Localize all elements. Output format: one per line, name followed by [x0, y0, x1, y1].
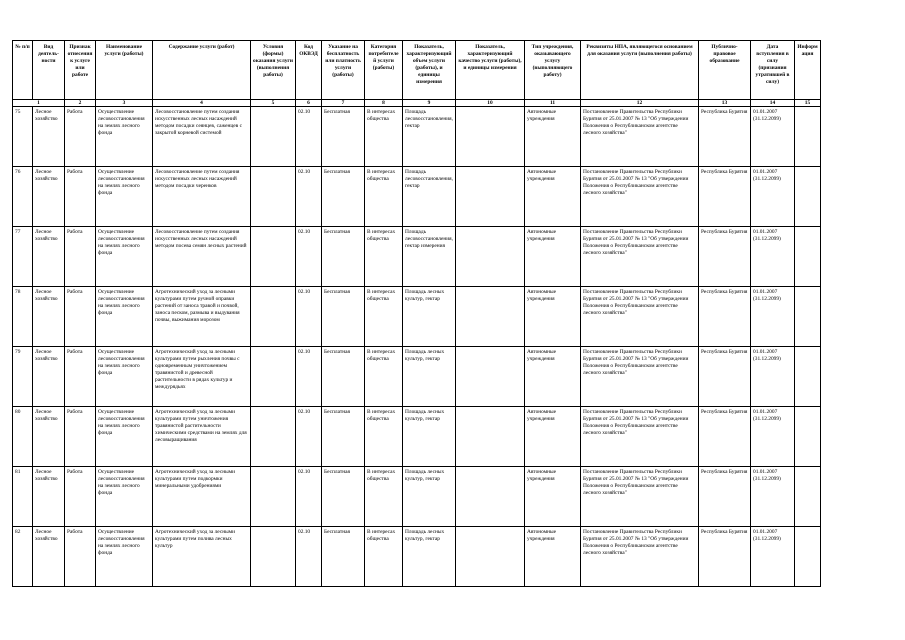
- content-cell: Лесовосстановление путем создания искусственных лесных насаждений методом посева семян лесных растений: [153, 227, 251, 287]
- conditions-cell: [251, 287, 296, 347]
- consumer-category-cell: В интересах общества: [365, 407, 403, 467]
- institution-type-cell: Автономные учреждения: [525, 287, 581, 347]
- activity-cell: Лесное хозяйство: [33, 107, 65, 167]
- column-header: Показатель, характеризующий объем услуги (работы), и единицы измерения: [403, 41, 456, 100]
- service-name-cell: Осуществление лесовосстановления на землях лесного фонда: [96, 407, 153, 467]
- activity-cell: Лесное хозяйство: [33, 347, 65, 407]
- column-header: Дата вступления в силу (признания утратившей в силу): [751, 41, 795, 100]
- column-number: 12: [581, 100, 699, 107]
- column-number: 2: [65, 100, 96, 107]
- row-number: 76: [13, 167, 33, 227]
- quality-indicator-cell: [456, 347, 525, 407]
- sign-cell: Работа: [65, 167, 96, 227]
- content-cell: Агротехнический уход за лесными культурами путем полива лесных культур: [153, 527, 251, 587]
- effective-date-cell: 01.01.2007 (31.12.2099): [751, 407, 795, 467]
- column-number: 4: [153, 100, 251, 107]
- conditions-cell: [251, 527, 296, 587]
- institution-type-cell: Автономные учреждения: [525, 227, 581, 287]
- effective-date-cell: 01.01.2007 (31.12.2099): [751, 167, 795, 227]
- okved-code-cell: 02.10: [296, 167, 322, 227]
- info-cell: [795, 407, 821, 467]
- column-number: 15: [795, 100, 821, 107]
- row-number: 79: [13, 347, 33, 407]
- okved-code-cell: 02.10: [296, 467, 322, 527]
- content-cell: Агротехнический уход за лесными культурами путем рыхления почвы с одновременным уничтожением травянистой и древесной растительности в рядах культур и междурядьях: [153, 347, 251, 407]
- column-header: Наименование услуги (работы): [96, 41, 153, 100]
- column-header: Признак отнесения к услуге или работе: [65, 41, 96, 100]
- row-number: 80: [13, 407, 33, 467]
- legal-act-cell: Постановление Правительства Республики Бурятия от 25.01.2007 № 13 "Об утверждении Положения о Республиканском агентстве лесного хозяйства": [581, 167, 699, 227]
- activity-cell: Лесное хозяйство: [33, 527, 65, 587]
- public-entity-cell: Республика Бурятия: [699, 347, 751, 407]
- table-row: [13, 347, 821, 407]
- service-name-cell: Осуществление лесовосстановления на землях лесного фонда: [96, 227, 153, 287]
- public-entity-cell: Республика Бурятия: [699, 287, 751, 347]
- consumer-category-cell: В интересах общества: [365, 227, 403, 287]
- conditions-cell: [251, 347, 296, 407]
- public-entity-cell: Республика Бурятия: [699, 527, 751, 587]
- column-number: 9: [403, 100, 456, 107]
- table-body: [13, 107, 821, 587]
- sign-cell: Работа: [65, 347, 96, 407]
- column-header: Содержание услуги (работ): [153, 41, 251, 100]
- public-entity-cell: Республика Бурятия: [699, 407, 751, 467]
- table-row: [13, 107, 821, 167]
- volume-indicator-cell: Площадь лесных культур, гектар: [403, 407, 456, 467]
- column-number: 10: [456, 100, 525, 107]
- institution-type-cell: Автономные учреждения: [525, 407, 581, 467]
- okved-code-cell: 02.10: [296, 107, 322, 167]
- payment-cell: Бесплатная: [322, 467, 365, 527]
- column-header: Реквизиты НПА, являющегося основанием для оказания услуги (выполнения работы): [581, 41, 699, 100]
- public-entity-cell: Республика Бурятия: [699, 167, 751, 227]
- okved-code-cell: 02.10: [296, 527, 322, 587]
- services-register-table: [12, 40, 821, 587]
- header-row: [13, 41, 821, 100]
- quality-indicator-cell: [456, 287, 525, 347]
- okved-code-cell: 02.10: [296, 347, 322, 407]
- conditions-cell: [251, 167, 296, 227]
- conditions-cell: [251, 107, 296, 167]
- legal-act-cell: Постановление Правительства Республики Бурятия от 25.01.2007 № 13 "Об утверждении Положения о Республиканском агентстве лесного хозяйства": [581, 227, 699, 287]
- payment-cell: Бесплатная: [322, 167, 365, 227]
- content-cell: Лесовосстановление путем создания искусственных лесных насаждений методом посадки сеянцев, саженцев с закрытой корневой системой: [153, 107, 251, 167]
- activity-cell: Лесное хозяйство: [33, 227, 65, 287]
- quality-indicator-cell: [456, 467, 525, 527]
- institution-type-cell: Автономные учреждения: [525, 527, 581, 587]
- service-name-cell: Осуществление лесовосстановления на землях лесного фонда: [96, 527, 153, 587]
- sign-cell: Работа: [65, 227, 96, 287]
- info-cell: [795, 167, 821, 227]
- consumer-category-cell: В интересах общества: [365, 527, 403, 587]
- row-number: 81: [13, 467, 33, 527]
- payment-cell: Бесплатная: [322, 407, 365, 467]
- effective-date-cell: 01.01.2007 (31.12.2099): [751, 107, 795, 167]
- column-number: 14: [751, 100, 795, 107]
- consumer-category-cell: В интересах общества: [365, 167, 403, 227]
- service-name-cell: Осуществление лесовосстановления на землях лесного фонда: [96, 467, 153, 527]
- volume-indicator-cell: Площадь лесных культур, гектар: [403, 287, 456, 347]
- effective-date-cell: 01.01.2007 (31.12.2099): [751, 347, 795, 407]
- column-number: 7: [322, 100, 365, 107]
- column-header: Публично-правовое образование: [699, 41, 751, 100]
- column-number-row: [13, 100, 821, 107]
- service-name-cell: Осуществление лесовосстановления на землях лесного фонда: [96, 287, 153, 347]
- row-number: 78: [13, 287, 33, 347]
- content-cell: Агротехнический уход за лесными культурами путем ручной оправки растений от заноса травой и почвой, заноса песком, размыва и выдувания почвы, выжимания морозом: [153, 287, 251, 347]
- public-entity-cell: Республика Бурятия: [699, 467, 751, 527]
- payment-cell: Бесплатная: [322, 287, 365, 347]
- content-cell: Агротехнический уход за лесными культурами путем уничтожения травянистой растительности химическими средствами на землях для лесовыращивания: [153, 407, 251, 467]
- sign-cell: Работа: [65, 407, 96, 467]
- table-row: [13, 407, 821, 467]
- column-header: Указание на бесплатность или платность услуги (работы): [322, 41, 365, 100]
- row-number: 82: [13, 527, 33, 587]
- legal-act-cell: Постановление Правительства Республики Бурятия от 25.01.2007 № 13 "Об утверждении Положения о Республиканском агентстве лесного хозяйства": [581, 107, 699, 167]
- column-number: 1: [13, 100, 65, 107]
- volume-indicator-cell: Площадь лесных культур, гектар: [403, 527, 456, 587]
- public-entity-cell: Республика Бурятия: [699, 227, 751, 287]
- activity-cell: Лесное хозяйство: [33, 407, 65, 467]
- info-cell: [795, 467, 821, 527]
- quality-indicator-cell: [456, 527, 525, 587]
- consumer-category-cell: В интересах общества: [365, 287, 403, 347]
- column-number: 11: [525, 100, 581, 107]
- okved-code-cell: 02.10: [296, 407, 322, 467]
- volume-indicator-cell: Площадь лесовосстановления, гектар: [403, 167, 456, 227]
- effective-date-cell: 01.01.2007 (31.12.2099): [751, 527, 795, 587]
- public-entity-cell: Республика Бурятия: [699, 107, 751, 167]
- institution-type-cell: Автономные учреждения: [525, 467, 581, 527]
- activity-cell: Лесное хозяйство: [33, 287, 65, 347]
- legal-act-cell: Постановление Правительства Республики Бурятия от 25.01.2007 № 13 "Об утверждении Положения о Республиканском агентстве лесного хозяйства": [581, 407, 699, 467]
- column-header: № п/п: [13, 41, 33, 100]
- info-cell: [795, 347, 821, 407]
- payment-cell: Бесплатная: [322, 527, 365, 587]
- effective-date-cell: 01.01.2007 (31.12.2099): [751, 227, 795, 287]
- volume-indicator-cell: Площадь лесных культур, гектар: [403, 467, 456, 527]
- activity-cell: Лесное хозяйство: [33, 167, 65, 227]
- column-number: 5: [251, 100, 296, 107]
- column-number: 8: [365, 100, 403, 107]
- services-register-page: [12, 40, 820, 587]
- sign-cell: Работа: [65, 107, 96, 167]
- quality-indicator-cell: [456, 107, 525, 167]
- okved-code-cell: 02.10: [296, 227, 322, 287]
- volume-indicator-cell: Площадь лесовосстановления, гектар: [403, 107, 456, 167]
- column-header: Тип учреждения, оказывающего услугу (выполняющего работу): [525, 41, 581, 100]
- column-number: 6: [296, 100, 322, 107]
- institution-type-cell: Автономные учреждения: [525, 167, 581, 227]
- column-header: Код ОКВЭД: [296, 41, 322, 100]
- sign-cell: Работа: [65, 287, 96, 347]
- effective-date-cell: 01.01.2007 (31.12.2099): [751, 287, 795, 347]
- info-cell: [795, 227, 821, 287]
- payment-cell: Бесплатная: [322, 227, 365, 287]
- column-header: Показатель, характеризующий качество услуги (работы), и единицы измерения: [456, 41, 525, 100]
- sign-cell: Работа: [65, 467, 96, 527]
- legal-act-cell: Постановление Правительства Республики Бурятия от 25.01.2007 № 13 "Об утверждении Положения о Республиканском агентстве лесного хозяйства": [581, 347, 699, 407]
- service-name-cell: Осуществление лесовосстановления на землях лесного фонда: [96, 107, 153, 167]
- volume-indicator-cell: Площадь лесных культур, гектар: [403, 347, 456, 407]
- institution-type-cell: Автономные учреждения: [525, 347, 581, 407]
- activity-cell: Лесное хозяйство: [33, 467, 65, 527]
- service-name-cell: Осуществление лесовосстановления на землях лесного фонда: [96, 347, 153, 407]
- legal-act-cell: Постановление Правительства Республики Бурятия от 25.01.2007 № 13 "Об утверждении Положения о Республиканском агентстве лесного хозяйства": [581, 287, 699, 347]
- service-name-cell: Осуществление лесовосстановления на землях лесного фонда: [96, 167, 153, 227]
- table-row: [13, 287, 821, 347]
- payment-cell: Бесплатная: [322, 347, 365, 407]
- consumer-category-cell: В интересах общества: [365, 347, 403, 407]
- payment-cell: Бесплатная: [322, 107, 365, 167]
- okved-code-cell: 02.10: [296, 287, 322, 347]
- row-number: 77: [13, 227, 33, 287]
- column-header: Категория потребителей услуги (работы): [365, 41, 403, 100]
- content-cell: Лесовосстановление путем создания искусственных лесных насаждений методом посадки черенков: [153, 167, 251, 227]
- content-cell: Агротехнический уход за лесными культурами путем подкормки минеральными удобрениями: [153, 467, 251, 527]
- effective-date-cell: 01.01.2007 (31.12.2099): [751, 467, 795, 527]
- column-number: 13: [699, 100, 751, 107]
- consumer-category-cell: В интересах общества: [365, 467, 403, 527]
- row-number: 75: [13, 107, 33, 167]
- legal-act-cell: Постановление Правительства Республики Бурятия от 25.01.2007 № 13 "Об утверждении Положения о Республиканском агентстве лесного хозяйства": [581, 527, 699, 587]
- table-row: [13, 227, 821, 287]
- conditions-cell: [251, 467, 296, 527]
- conditions-cell: [251, 227, 296, 287]
- quality-indicator-cell: [456, 407, 525, 467]
- sign-cell: Работа: [65, 527, 96, 587]
- institution-type-cell: Автономные учреждения: [525, 107, 581, 167]
- column-header: Информация: [795, 41, 821, 100]
- table-row: [13, 167, 821, 227]
- conditions-cell: [251, 407, 296, 467]
- column-header: Условия (формы) оказания услуги (выполнения работы): [251, 41, 296, 100]
- legal-act-cell: Постановление Правительства Республики Бурятия от 25.01.2007 № 13 "Об утверждении Положения о Республиканском агентстве лесного хозяйства": [581, 467, 699, 527]
- quality-indicator-cell: [456, 227, 525, 287]
- column-header: Вид деятель-ности: [33, 41, 65, 100]
- info-cell: [795, 527, 821, 587]
- column-number: 3: [96, 100, 153, 107]
- quality-indicator-cell: [456, 167, 525, 227]
- info-cell: [795, 287, 821, 347]
- volume-indicator-cell: Площадь лесовосстановления, гектар измерения: [403, 227, 456, 287]
- table-row: [13, 527, 821, 587]
- table-row: [13, 467, 821, 527]
- consumer-category-cell: В интересах общества: [365, 107, 403, 167]
- info-cell: [795, 107, 821, 167]
